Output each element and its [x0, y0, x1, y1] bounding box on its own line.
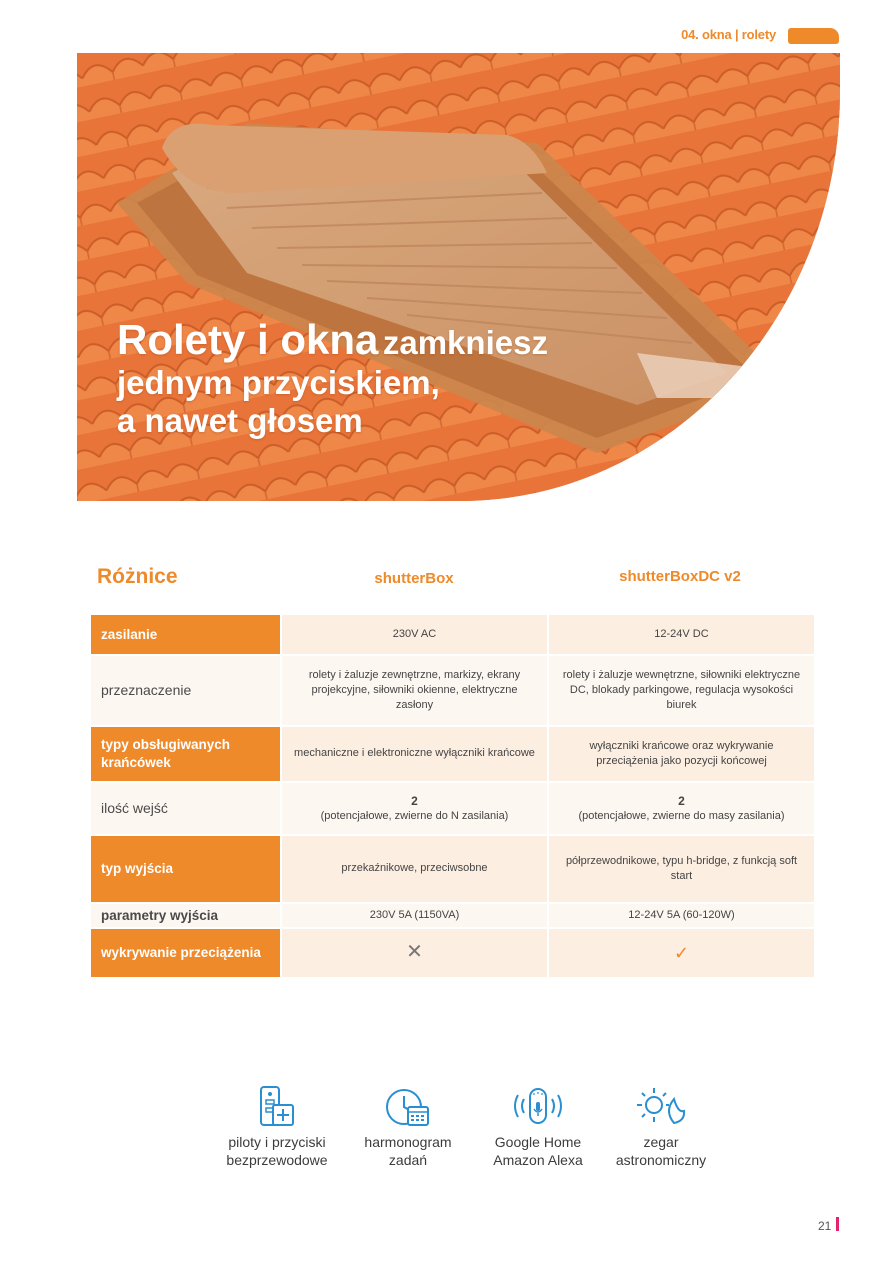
table-cell: [549, 929, 814, 977]
table-row: [91, 656, 814, 727]
section-tag: 04. okna | rolety: [681, 27, 776, 42]
table-row: [91, 783, 814, 836]
input-count-value: 2: [411, 793, 418, 808]
table-cell: 12-24V DC: [549, 615, 814, 654]
table-cell: rolety i żaluzje wewnętrzne, siłowniki elektryczne DC, blokady parkingowe, regulacja wysokości biurek: [549, 656, 814, 725]
section-tag-bar: [788, 28, 839, 44]
comparison-table: [91, 615, 814, 979]
table-cell: wyłączniki krańcowe oraz wykrywanie przeciążenia jako pozycji końcowej: [549, 727, 814, 781]
row-label: typy obsługiwanych krańcówek: [91, 727, 282, 781]
table-cell: [549, 783, 814, 834]
table-row: [91, 929, 814, 979]
table-row: [91, 904, 814, 929]
hero-banner: [77, 53, 840, 501]
row-label: wykrywanie przeciążenia: [91, 929, 282, 977]
feature-schedule: [345, 1085, 471, 1169]
row-label: typ wyjścia: [91, 836, 282, 902]
feature-label-line1: Google Home: [494, 1134, 582, 1150]
table-row: [91, 615, 814, 656]
column-header-shutterbox: shutterBox: [374, 570, 454, 587]
table-cell: mechaniczne i elektroniczne wyłączniki krańcowe: [282, 727, 549, 781]
feature-astronomical-clock: [600, 1085, 722, 1169]
page-number: 21: [818, 1219, 832, 1233]
input-count-value: 2: [678, 793, 685, 808]
hero-title: [117, 315, 548, 441]
feature-label-line2: Amazon Alexa: [493, 1152, 583, 1169]
feature-label-line1: piloty i przyciski: [228, 1134, 326, 1150]
table-cell: przekaźnikowe, przeciwsobne: [282, 836, 549, 902]
feature-label-line1: zegar: [643, 1134, 679, 1150]
table-cell: 230V AC: [282, 615, 549, 654]
input-count-note: (potencjałowe, zwierne do N zasilania): [320, 810, 509, 823]
input-count-note: (potencjałowe, zwierne do masy zasilania): [578, 810, 785, 823]
check-icon: ✓: [673, 942, 690, 963]
comparison-title: Różnice: [97, 565, 178, 588]
schedule-icon: [384, 1085, 432, 1129]
table-cell: [282, 783, 549, 834]
feature-remotes: [213, 1085, 341, 1169]
remote-buttons-icon: [255, 1085, 299, 1129]
row-label: zasilanie: [91, 615, 282, 654]
hero-title-line3: a nawet głosem: [117, 401, 363, 439]
sun-moon-icon: [636, 1085, 686, 1129]
hero-title-strong: Rolety i okna: [117, 316, 379, 363]
feature-label-line2: zadań: [388, 1152, 428, 1169]
hero-title-rest: zamkniesz: [382, 324, 548, 361]
table-cell: półprzewodnikowe, typu h-bridge, z funkcją soft start: [549, 836, 814, 902]
row-label: przeznaczenie: [91, 656, 282, 725]
feature-label-line2: astronomiczny: [615, 1152, 707, 1169]
cross-icon: ✕: [406, 941, 423, 964]
table-cell: rolety i żaluzje zewnętrzne, markizy, ekrany projekcyjne, siłowniki okienne, elektryczne zasłony: [282, 656, 549, 725]
smart-speaker-icon: [508, 1085, 568, 1129]
table-cell: [282, 929, 549, 977]
feature-voice-assistants: [476, 1085, 600, 1169]
table-cell: 230V 5A (1150VA): [282, 904, 549, 927]
feature-label-line2: bezprzewodowe: [226, 1152, 328, 1169]
column-header-shutterboxdc: shutterBoxDC v2: [619, 568, 741, 585]
row-label: ilość wejść: [91, 783, 282, 834]
hero-title-line2: jednym przyciskiem,: [117, 364, 440, 402]
table-row: [91, 727, 814, 783]
table-row: [91, 836, 814, 904]
feature-label-line1: harmonogram: [364, 1134, 452, 1150]
table-cell: 12-24V 5A (60-120W): [549, 904, 814, 927]
page-marker: [836, 1217, 839, 1231]
row-label: parametry wyjścia: [91, 904, 282, 927]
